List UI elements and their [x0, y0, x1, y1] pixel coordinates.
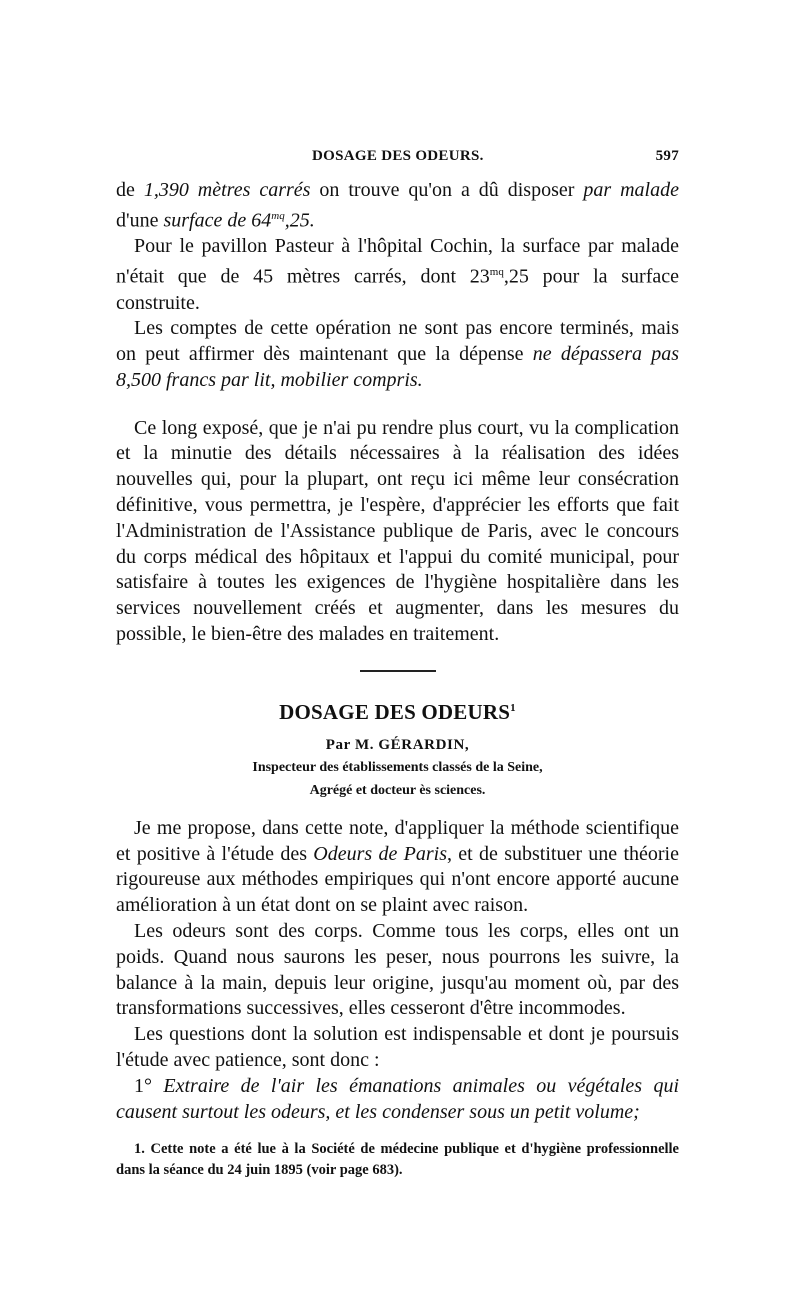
paragraph-odeurs-corps: Les odeurs sont des corps. Comme tous les corps, elles ont un poids. Quand nous saurons les peser, nous pourrons les suivre, la balance à la main, depuis leur origine, jusqu'au moment où, par des transformations successives, elles cesseront d'être incommodes.: [116, 920, 679, 1020]
paragraph-pavillon-pasteur: Pour le pavillon Pasteur à l'hôpital Cochin, la surface par malade n'était que de 45 mètres carrés, dont $23^{mq},25$ pour la surface construite.: [116, 235, 680, 314]
author-affiliation-1: Inspecteur des établissements classés de la Seine,: [252, 759, 543, 775]
running-title: DOSAGE DES ODEURS.: [312, 148, 484, 164]
section-divider: [360, 670, 436, 672]
paragraph-surface-per-patient: de 1,390 mètres carrés on trouve qu'on a dû disposer par malade d'une surface de $64^{mq},25$.: [116, 179, 679, 232]
paragraph-questions: Les questions dont la solution est indispensable et dont je poursuis l'étude avec patience, sont donc :: [116, 1023, 679, 1072]
page: [116, 148, 679, 1181]
footnote-marker: 1: [510, 701, 516, 714]
running-header: [116, 148, 679, 178]
paragraph-intro: Je me propose, dans cette note, d'appliquer la méthode scientifique et positive à l'étude des Odeurs de Paris, et de substituer une théorie rigoureuse aux méthodes empiriques qui n'ont encore apporté aucune amélioration à un état dont on se plaint avec raison.: [116, 816, 679, 917]
article-title: DOSAGE DES ODEURS$^1$: [279, 699, 516, 724]
paragraph-item-1: 1° Extraire de l'air les émanations animales ou végétales qui causent surtout les odeurs, et les condenser sous un petit volume;: [116, 1074, 680, 1123]
author-affiliation-2: Agrégé et docteur ès sciences.: [309, 782, 486, 798]
page-number: 597: [655, 148, 679, 164]
paragraph-comptes: Les comptes de cette opération ne sont pas encore terminés, mais on peut affirmer dès maintenant que la dépense ne dépassera pas 8,500 francs par lit, mobilier compris.: [116, 317, 679, 391]
paragraph-conclusion: Ce long exposé, que je n'ai pu rendre plus court, vu la complication et la minutie des détails nécessaires à la réalisation des idées nouvelles qui, pour la plupart, ont reçu ici même leur consécration définitive, vous permettra, je l'espère, d'apprécier les efforts que fait l'Administration de l'Assistance publique de Paris, avec le concours du corps médical des hôpitaux et l'appui du comité municipal, pour satisfaire à toutes les exigences de l'hygiène hospitalière dans les services nouvellement créés et augmenter, dans les mesures du possible, le bien-être des malades en traitement.: [116, 416, 679, 646]
author-byline: Par M. GÉRARDIN,: [325, 736, 470, 753]
footnote: 1. Cette note a été lue à la Société de médecine publique et d'hygiène professionnelle dans la séance du 24 juin 1895 (voir page 683).: [116, 1141, 679, 1179]
